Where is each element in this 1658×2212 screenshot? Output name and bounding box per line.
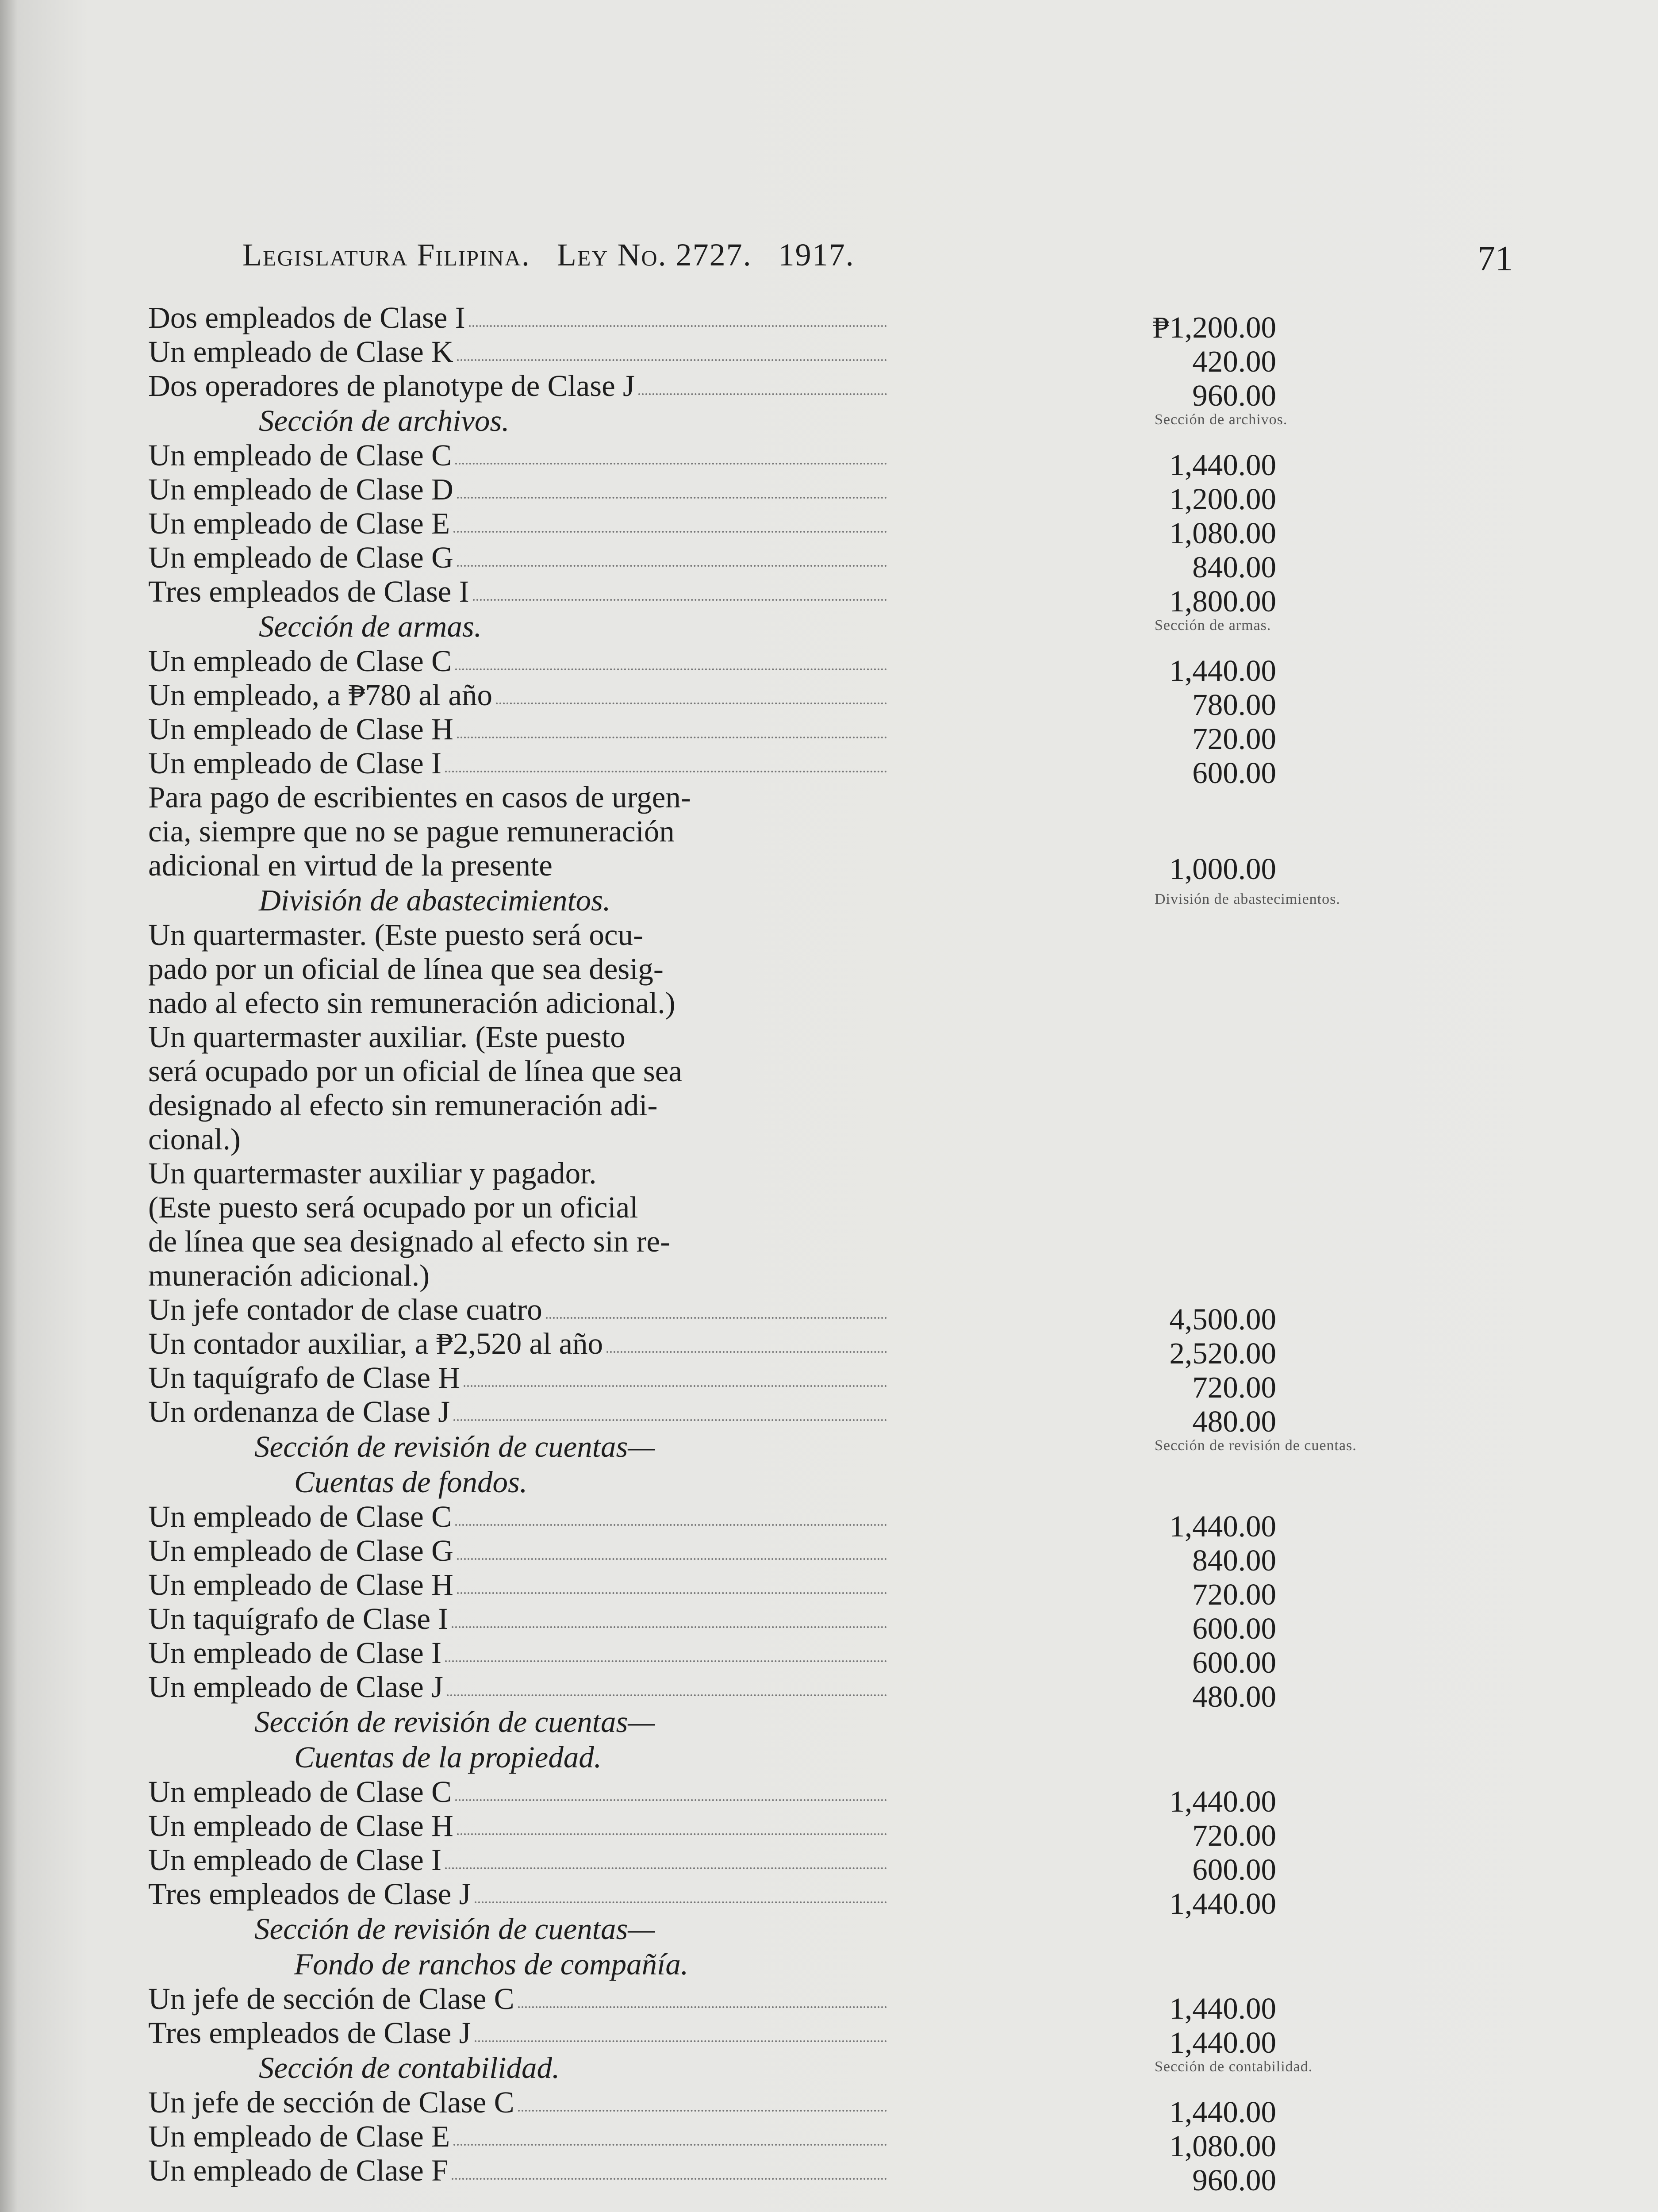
item-text: Un empleado de Clase H — [148, 1809, 453, 1843]
line-item — [148, 472, 1276, 516]
leader-dots — [475, 2016, 887, 2042]
item-amount: 1,440.00 — [1169, 1509, 1276, 1543]
leader-dots — [453, 507, 887, 533]
item-text: Un taquígrafo de Clase H — [148, 1361, 461, 1394]
item-line: Un quartermaster auxiliar. (Este puesto — [148, 1020, 626, 1054]
margin-note: División de abastecimientos. — [1155, 891, 1340, 907]
item-label — [148, 369, 887, 403]
leader-dots — [457, 712, 887, 738]
item-amount: 960.00 — [1192, 2163, 1276, 2197]
item-label — [148, 472, 887, 507]
item-line: Un quartermaster auxiliar y pagador. — [148, 1156, 597, 1190]
line-item — [148, 438, 1276, 482]
line-item — [148, 1534, 1276, 1577]
line-item — [148, 1568, 1276, 1611]
leader-dots — [496, 678, 887, 704]
item-text: Un taquígrafo de Clase I — [148, 1602, 449, 1636]
item-line: Para pago de escribientes en casos de urgen- — [148, 780, 691, 814]
item-label — [148, 541, 887, 575]
leader-dots — [457, 541, 887, 567]
item-label — [148, 644, 887, 678]
line-item — [148, 1602, 1276, 1645]
section-heading-text: División de abastecimientos. — [259, 883, 611, 917]
item-paragraph — [148, 1156, 887, 1293]
leader-dots — [447, 1670, 887, 1696]
item-label — [148, 678, 887, 712]
item-label — [148, 1809, 887, 1843]
item-label — [148, 1500, 887, 1534]
item-label — [148, 1534, 887, 1568]
leader-dots — [455, 1775, 887, 1801]
item-amount: 1,440.00 — [1169, 654, 1276, 687]
header-legislatura: Legislatura — [242, 237, 408, 273]
item-label — [148, 1602, 887, 1636]
line-item — [148, 1361, 1276, 1404]
item-amount: 1,080.00 — [1169, 2129, 1276, 2163]
section-heading-line: Sección de revisión de cuentas— — [254, 1705, 655, 1739]
item-text: Un empleado de Clase D — [148, 472, 453, 506]
line-item — [148, 301, 1276, 344]
item-amount: 720.00 — [1192, 1819, 1276, 1852]
multiline-item — [148, 1020, 1166, 1156]
header-year: 1917. — [778, 237, 855, 273]
line-item — [148, 1500, 1276, 1543]
line-item — [148, 678, 1276, 722]
item-amount: 480.00 — [1192, 1680, 1276, 1713]
leader-dots — [464, 1361, 887, 1387]
section-heading — [148, 1911, 1166, 1982]
item-text: Un empleado de Clase G — [148, 1534, 453, 1567]
item-paragraph — [148, 1020, 887, 1156]
section-heading-line: Sección de revisión de cuentas— — [254, 1912, 655, 1946]
item-line: adicional en virtud de la presente — [148, 849, 553, 882]
leader-dots — [455, 1500, 887, 1526]
item-line: pado por un oficial de línea que sea desig- — [148, 952, 664, 986]
item-amount: 600.00 — [1192, 1853, 1276, 1886]
margin-note: Sección de armas. — [1155, 617, 1271, 634]
appropriation-list — [148, 301, 1357, 2197]
item-text: Un empleado de Clase I — [148, 1636, 441, 1670]
item-amount: 1,440.00 — [1169, 448, 1276, 482]
leader-dots — [606, 1327, 887, 1353]
item-line: designado al efecto sin remuneración adi- — [148, 1088, 658, 1122]
item-label — [148, 575, 887, 609]
item-amount: 1,200.00 — [1169, 482, 1276, 516]
line-item — [148, 1395, 1276, 1438]
item-amount: 420.00 — [1192, 345, 1276, 378]
line-item — [148, 2016, 1276, 2059]
item-amount: 1,000.00 — [1169, 852, 1276, 886]
header-law-number: 2727. — [675, 237, 752, 273]
section-heading — [148, 1704, 1166, 1775]
item-amount: 480.00 — [1192, 1405, 1276, 1438]
item-label — [148, 712, 887, 746]
item-text: Un contador auxiliar, a ₱2,520 al año — [148, 1327, 603, 1360]
line-item — [148, 2154, 1276, 2197]
item-amount: 960.00 — [1192, 379, 1276, 412]
section-heading-text: Sección de archivos. — [259, 404, 510, 438]
multiline-item — [148, 918, 1166, 1020]
line-item — [148, 507, 1276, 550]
section-heading-line: Fondo de ranchos de compañía. — [294, 1947, 689, 1981]
leader-dots — [457, 472, 887, 499]
item-text: Tres empleados de Clase J — [148, 1877, 471, 1911]
line-item — [148, 1843, 1276, 1886]
item-label — [148, 507, 887, 541]
line-item — [148, 1877, 1276, 1920]
item-label — [148, 2016, 887, 2050]
item-amount: 1,440.00 — [1169, 2095, 1276, 2129]
item-text: Tres empleados de Clase I — [148, 575, 469, 608]
running-header — [242, 237, 855, 273]
item-label — [148, 1327, 887, 1361]
item-text: Un empleado de Clase J — [148, 1670, 443, 1704]
line-item — [148, 2120, 1276, 2163]
item-text: Dos operadores de planotype de Clase J — [148, 369, 635, 403]
item-amount: 4,500.00 — [1169, 1302, 1276, 1336]
item-label — [148, 1293, 887, 1327]
item-text: Un empleado, a ₱780 al año — [148, 678, 492, 712]
section-heading-text: Sección de armas. — [259, 610, 482, 643]
item-label — [148, 438, 887, 472]
item-text: Un empleado de Clase F — [148, 2154, 449, 2187]
item-text: Un empleado de Clase C — [148, 438, 452, 472]
line-item — [148, 575, 1276, 618]
line-item — [148, 1327, 1276, 1370]
leader-dots — [452, 2154, 887, 2180]
item-line: será ocupado por un oficial de línea que sea — [148, 1054, 682, 1088]
item-paragraph — [148, 918, 887, 1020]
item-line: Un quartermaster. (Este puesto será ocu- — [148, 918, 643, 952]
item-amount: 600.00 — [1192, 756, 1276, 790]
section-heading — [148, 609, 1271, 644]
item-amount: ₱1,200.00 — [1152, 311, 1276, 344]
item-text: Un empleado de Clase G — [148, 541, 453, 574]
item-amount: 1,440.00 — [1169, 1887, 1276, 1920]
item-text: Un empleado de Clase C — [148, 1775, 452, 1809]
item-amount: 600.00 — [1192, 1646, 1276, 1679]
leader-dots — [473, 575, 887, 601]
leader-dots — [518, 1982, 887, 2008]
item-label — [148, 1395, 887, 1429]
item-label — [148, 1877, 887, 1911]
item-amount: 720.00 — [1192, 1578, 1276, 1611]
item-label — [148, 1670, 887, 1704]
item-amount: 1,440.00 — [1169, 1992, 1276, 2025]
item-amount: 720.00 — [1192, 1371, 1276, 1404]
item-line: de línea que sea designado al efecto sin re- — [148, 1225, 671, 1258]
item-amount: 1,440.00 — [1169, 2026, 1276, 2059]
leader-dots — [457, 335, 887, 361]
multiline-item — [148, 1156, 1166, 1293]
leader-dots — [452, 1602, 887, 1628]
line-item — [148, 746, 1276, 790]
item-label — [148, 2120, 887, 2154]
item-amount: 600.00 — [1192, 1612, 1276, 1645]
line-item — [148, 1982, 1276, 2025]
item-paragraph — [148, 780, 887, 883]
item-label — [148, 2085, 887, 2120]
item-text: Un ordenanza de Clase J — [148, 1395, 450, 1429]
line-item — [148, 2085, 1276, 2129]
leader-dots — [455, 644, 887, 670]
item-text: Un empleado de Clase E — [148, 2120, 450, 2153]
line-item — [148, 1809, 1276, 1852]
item-text: Un empleado de Clase I — [148, 746, 441, 780]
item-line: cia, siempre que no se pague remuneración — [148, 814, 675, 848]
line-item — [148, 1775, 1276, 1818]
item-amount: 1,080.00 — [1169, 516, 1276, 550]
item-label — [148, 1775, 887, 1809]
item-text: Un jefe contador de clase cuatro — [148, 1293, 542, 1326]
item-text: Un empleado de Clase C — [148, 1500, 452, 1533]
leader-dots — [469, 301, 887, 327]
leader-dots — [445, 1636, 887, 1662]
leader-dots — [518, 2085, 887, 2112]
section-heading-text: Sección de contabilidad. — [259, 2051, 560, 2085]
leader-dots — [445, 1843, 887, 1869]
page-number: 71 — [1478, 239, 1513, 278]
header-filipina: Filipina. — [417, 237, 530, 273]
item-text: Un empleado de Clase E — [148, 507, 450, 540]
item-text: Tres empleados de Clase J — [148, 2016, 471, 2050]
section-heading — [148, 2050, 1313, 2085]
item-text: Dos empleados de Clase I — [148, 301, 465, 334]
line-item — [148, 712, 1276, 756]
item-amount: 1,440.00 — [1169, 1785, 1276, 1818]
item-label — [148, 1568, 887, 1602]
item-label — [148, 2154, 887, 2188]
item-amount: 840.00 — [1192, 1544, 1276, 1577]
leader-dots — [457, 1534, 887, 1560]
leader-dots — [546, 1293, 887, 1319]
item-amount: 720.00 — [1192, 722, 1276, 756]
item-amount: 780.00 — [1192, 688, 1276, 722]
item-line: (Este puesto será ocupado por un oficial — [148, 1190, 638, 1224]
item-label — [148, 746, 887, 780]
item-label — [148, 335, 887, 369]
item-text: Un empleado de Clase H — [148, 712, 453, 746]
item-text: Un empleado de Clase K — [148, 335, 453, 369]
section-heading-line: Cuentas de la propiedad. — [294, 1740, 602, 1774]
item-amount: 840.00 — [1192, 550, 1276, 584]
item-line: cional.) — [148, 1122, 241, 1156]
item-label — [148, 301, 887, 335]
leader-dots — [475, 1877, 887, 1903]
line-item — [148, 541, 1276, 584]
line-item — [148, 369, 1276, 412]
line-item — [148, 644, 1276, 687]
section-heading — [148, 403, 1288, 438]
leader-dots — [453, 1395, 887, 1421]
line-item — [148, 1670, 1276, 1713]
item-line: muneración adicional.) — [148, 1259, 430, 1292]
section-heading-line: Sección de revisión de cuentas— — [254, 1430, 655, 1463]
item-label — [148, 1636, 887, 1670]
leader-dots — [638, 369, 887, 395]
line-item — [148, 1636, 1276, 1679]
item-text: Un empleado de Clase H — [148, 1568, 453, 1601]
item-label — [148, 1843, 887, 1877]
margin-note: Sección de revisión de cuentas. — [1155, 1437, 1357, 1454]
item-line: nado al efecto sin remuneración adicional.) — [148, 986, 675, 1020]
item-amount: 2,520.00 — [1169, 1336, 1276, 1370]
leader-dots — [457, 1568, 887, 1594]
header-no: No. — [617, 237, 667, 273]
item-label — [148, 1982, 887, 2016]
leader-dots — [453, 2120, 887, 2146]
margin-note: Sección de contabilidad. — [1155, 2058, 1313, 2075]
section-heading — [148, 1429, 1357, 1500]
leader-dots — [457, 1809, 887, 1835]
item-text: Un jefe de sección de Clase C — [148, 1982, 514, 2016]
item-text: Un empleado de Clase C — [148, 644, 452, 678]
multiline-item — [148, 780, 1276, 886]
item-text: Un jefe de sección de Clase C — [148, 2085, 514, 2119]
section-heading-line: Cuentas de fondos. — [294, 1465, 528, 1499]
item-text: Un empleado de Clase I — [148, 1843, 441, 1877]
line-item — [148, 335, 1276, 378]
line-item — [148, 1293, 1276, 1336]
margin-note: Sección de archivos. — [1155, 411, 1288, 428]
section-heading — [148, 883, 1340, 918]
leader-dots — [445, 746, 887, 772]
item-label — [148, 1361, 887, 1395]
item-amount: 1,800.00 — [1169, 584, 1276, 618]
leader-dots — [455, 438, 887, 465]
header-ley: Ley — [557, 237, 609, 273]
